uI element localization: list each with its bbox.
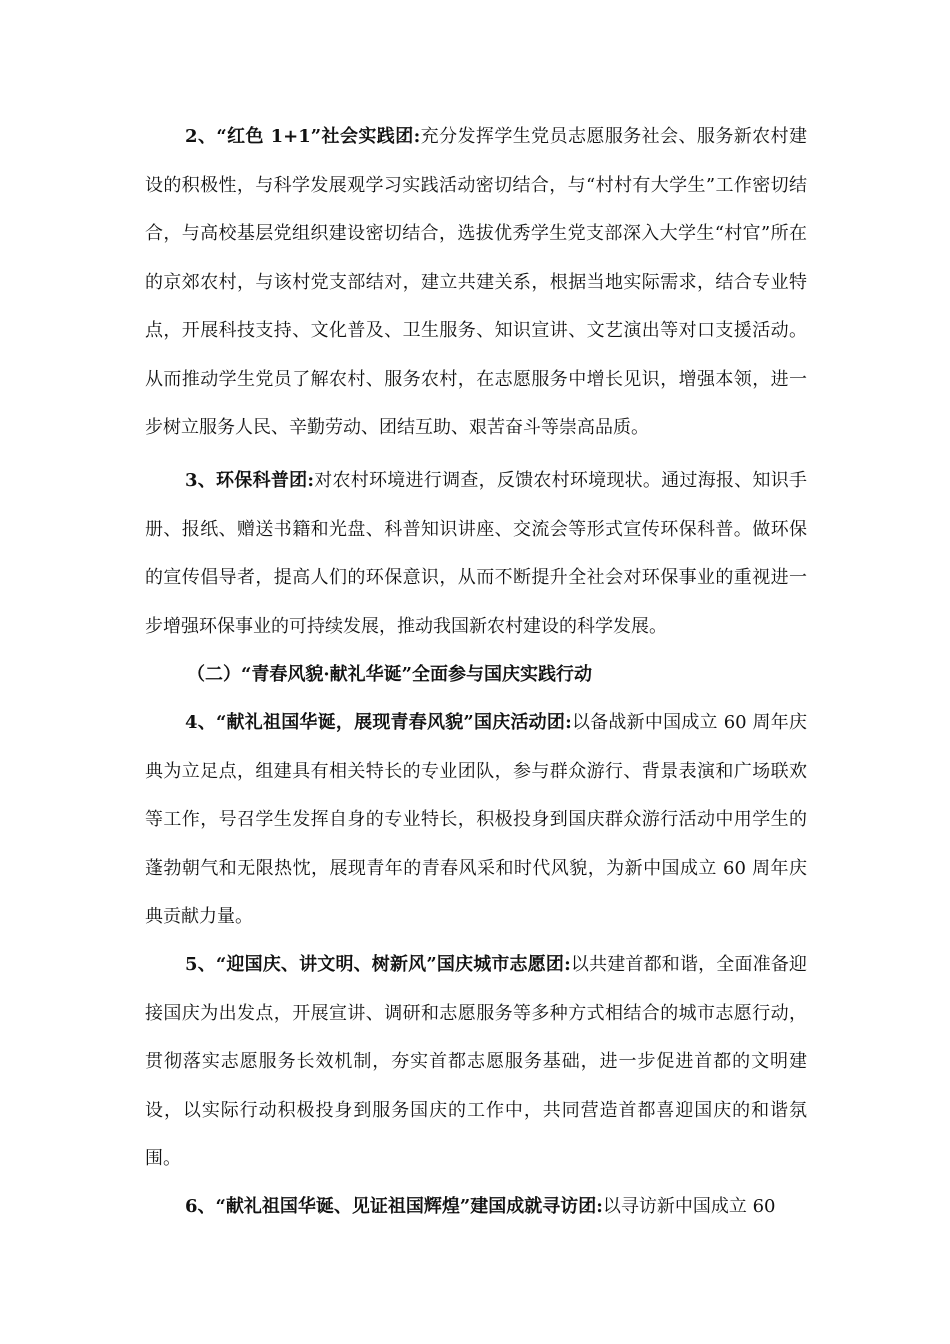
section-heading: （二）“青春风貌·献礼华诞”全面参与国庆实践行动 — [187, 664, 592, 685]
paragraph-body: 对农村环境进行调查，反馈农村环境现状。通过海报、知识手册、报纸、赠送书籍和光盘、科普知识讲座、交流会等形式宣传环保科普。做环保的宣传倡导者，提高人们的环保意识，从而不断提升全社会对环保事业的重视进一步增强环保事业的可持续发展，推动我国新农村建设的科学发展。 — [145, 470, 808, 637]
paragraph-lead: 4、“献礼祖国华诞，展现青春风貌”国庆活动团: — [185, 712, 572, 733]
paragraph-lead: 5、“迎国庆、讲文明、树新风”国庆城市志愿团: — [185, 954, 571, 975]
paragraph-lead: 2、“红色 1+1”社会实践团: — [185, 126, 421, 147]
paragraph-lead: 6、“献礼祖国华诞、见证祖国辉煌”建国成就寻访团: — [185, 1196, 603, 1217]
paragraph-city-volunteer — [145, 941, 807, 1184]
paragraph-environment-science — [145, 457, 807, 651]
paragraph-national-day-activity — [145, 699, 807, 942]
paragraph-body: 以共建首都和谐，全面准备迎接国庆为出发点，开展宣讲、调研和志愿服务等多种方式相结合的城市志愿行动，贯彻落实志愿服务长效机制，夯实首都志愿服务基础，进一步促进首都的文明建设，以实际行动积极投身到服务国庆的工作中，共同营造首都喜迎国庆的和谐氛围。 — [145, 954, 808, 1169]
paragraph-lead: 3、环保科普团: — [185, 470, 314, 491]
paragraph-body: 以备战新中国成立 60 周年庆典为立足点，组建具有相关特长的专业团队，参与群众游行、背景表演和广场联欢等工作，号召学生发挥自身的专业特长，积极投身到国庆群众游行活动中用学生的蓬勃朝气和无限热忱，展现青年的青春风采和时代风貌，为新中国成立 60 周年庆典贡献力量。 — [145, 712, 807, 927]
paragraph-body: 充分发挥学生党员志愿服务社会、服务新农村建设的积极性，与科学发展观学习实践活动密切结合，与“村村有大学生”工作密切结合，与高校基层党组织建设密切结合，选拔优秀学生党支部深入大学生“村官”所在的京郊农村，与该村党支部结对，建立共建关系，根据当地实际需求，结合专业特点，开展科技支持、文化普及、卫生服务、知识宣讲、文艺演出等对口支援活动。从而推动学生党员了解农村、服务农村，在志愿服务中增长见识，增强本领，进一步树立服务人民、辛勤劳动、团结互助、艰苦奋斗等崇高品质。 — [145, 126, 807, 438]
paragraph-red-1plus1 — [145, 113, 807, 453]
paragraph-achievement-visit — [145, 1183, 807, 1232]
paragraph-body: 以寻访新中国成立 60 — [602, 1196, 776, 1217]
